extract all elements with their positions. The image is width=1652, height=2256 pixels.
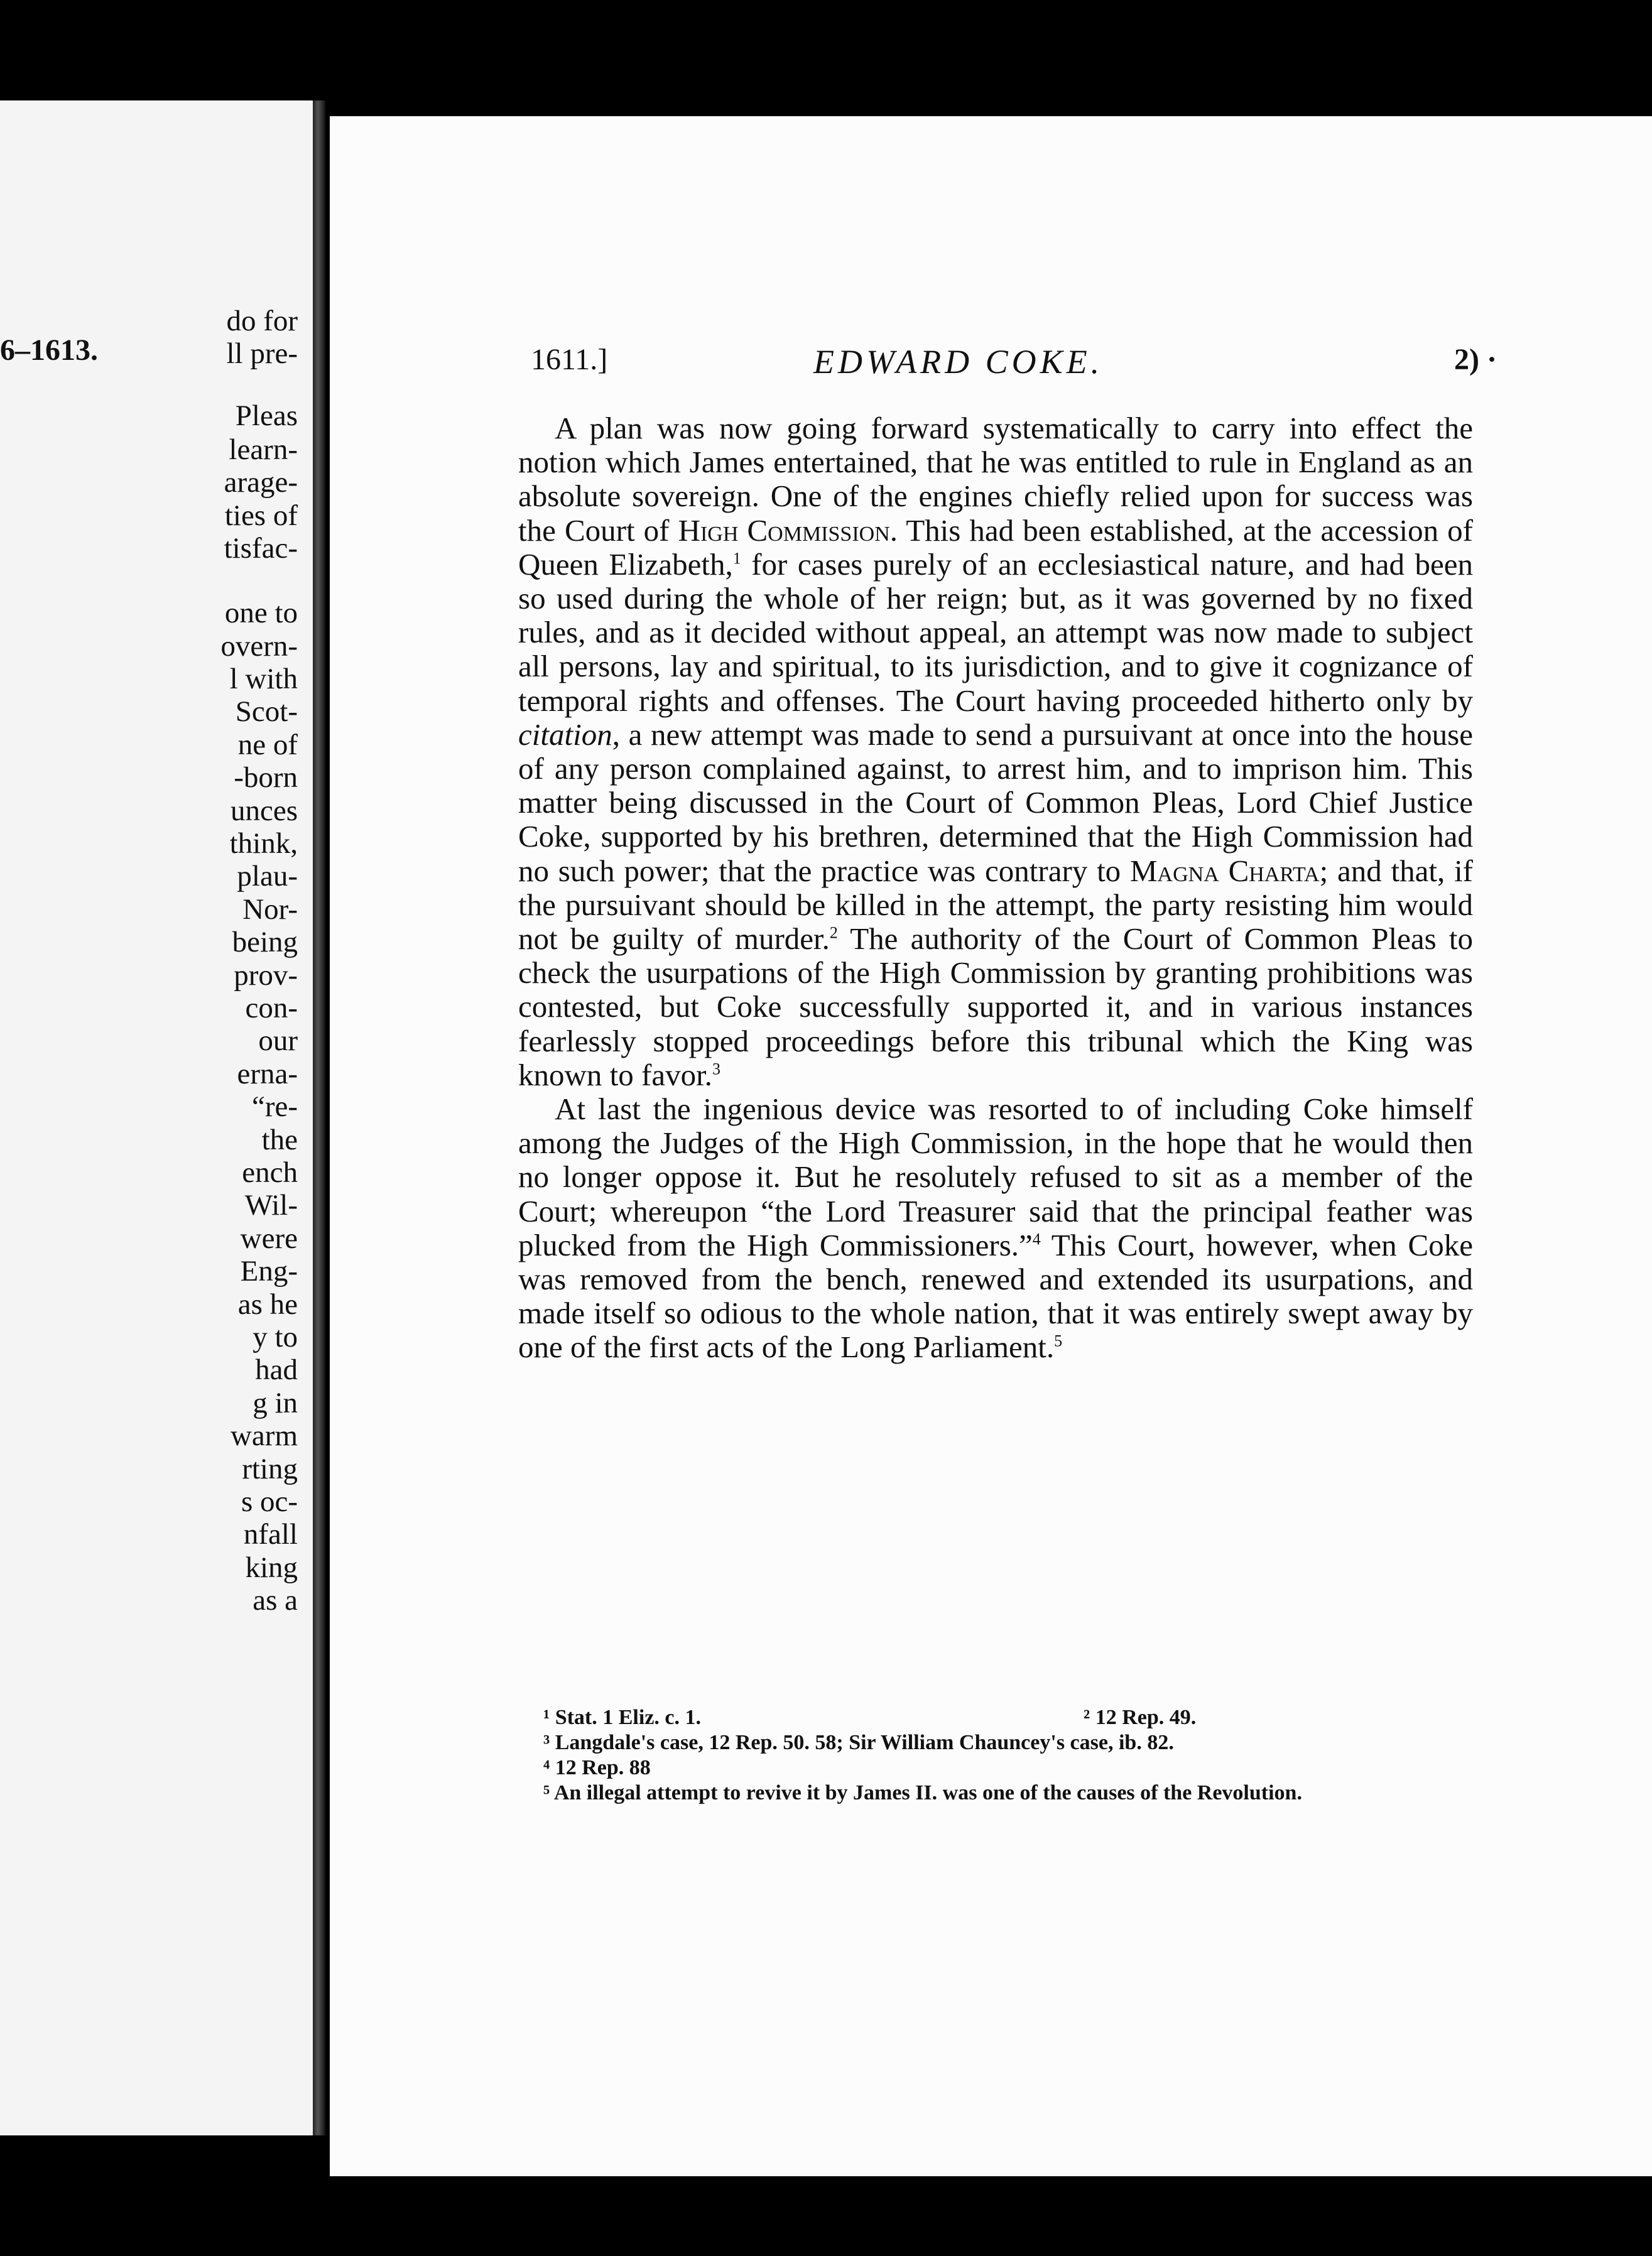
left-page-line: ench (242, 1156, 298, 1189)
footnote-ref: 1 (732, 549, 741, 568)
left-page-line: as a (253, 1584, 298, 1617)
footnote-2: ² 12 Rep. 49. (1084, 1706, 1197, 1729)
left-page-line: one to (224, 597, 298, 629)
body-text (518, 411, 1473, 1365)
text-run: , a new attempt was made to send a pursuivant at once into the house of any person complained against, to arrest him, and to imprison him. This matter being discussed in the Court of Common Pleas, Lord Chief Justice Coke, supported by his brethren, determined that the High Commission had no such power; that the practice was contrary to (518, 717, 1473, 888)
footnote-ref: 3 (712, 1060, 720, 1078)
left-page-line: ne of (237, 729, 298, 761)
paragraph (518, 1092, 1473, 1365)
left-page-line: do for (226, 305, 298, 337)
text-run: At last the ingenious device was resorted to of including Coke himself among the Judges of the High Commission, in the hope that he would then no longer oppose it. But he resolutely refused to sit as a member of the Court; whereupon “the Lord Treasurer said that the principal feather was plucked from the High Commissioners.” (518, 1092, 1473, 1262)
left-page-line: Scot- (235, 695, 298, 728)
left-page-line: ll pre- (226, 337, 298, 370)
text-run: . This had been established, at the accession of Queen Elizabeth, (518, 512, 1473, 582)
left-page-line: arage- (224, 466, 298, 499)
left-page-line: erna- (237, 1058, 298, 1090)
footnote-4: ⁴ 12 Rep. 88 (543, 1756, 651, 1779)
left-page-line: the (261, 1124, 298, 1156)
left-page-line: “re- (251, 1090, 298, 1123)
running-head-title: EDWARD COKE. (813, 343, 1104, 381)
book-gutter (313, 100, 325, 2135)
left-page-line: prov- (234, 959, 298, 992)
italic-text: citation (518, 717, 612, 752)
left-page-line: king (245, 1551, 298, 1584)
left-page-line: were (240, 1222, 298, 1255)
text-run: The authority of the Court of Common Pleas to check the usurpations of the High Commission by granting prohibitions was contested, but Coke successfully supported it, and in various instances fearlessly stopped proceedings before this tribunal which the King was known to favor. (518, 921, 1473, 1092)
left-page-line: tisfac- (224, 532, 298, 565)
paragraph (518, 411, 1473, 1092)
footnote-ref: 4 (1032, 1230, 1041, 1249)
left-page-line: our (258, 1024, 298, 1057)
left-page-line: Nor- (242, 893, 298, 926)
left-page-line: unces (230, 794, 298, 827)
left-page-line: think, (229, 827, 298, 860)
page-number: 2) · (1454, 343, 1497, 376)
left-page-line: overn- (220, 630, 298, 663)
text-run: This Court, however, when Coke was removed from the bench, renewed and extended its usurpations, and made itself so odious to the whole nation, that it was entirely swept away by one of the first acts of the Long Parliament. (518, 1227, 1473, 1365)
left-page-line: warm (230, 1419, 298, 1452)
right-page (330, 116, 1652, 2176)
left-page-line: nfall (243, 1518, 298, 1551)
footnotes (518, 1705, 1473, 1806)
left-page-line: l with (229, 663, 298, 695)
left-page-line: s oc- (241, 1485, 298, 1518)
left-page-line: g in (253, 1387, 298, 1419)
left-page-line: rting (242, 1453, 298, 1485)
footnote-1: ¹ Stat. 1 Eliz. c. 1. (543, 1706, 701, 1729)
left-page-line: plau- (237, 860, 298, 892)
left-page-line: ties of (224, 499, 298, 532)
text-run: A plan was now going forward systematically to carry into effect the notion which James entertained, that he was entitled to rule in England as an absolute sovereign. One of the engines chiefly relied upon for success was the Court of (518, 411, 1473, 548)
left-page-line: -born (234, 761, 298, 794)
left-page-line: Wil- (244, 1189, 298, 1222)
footnote-ref: 2 (829, 923, 838, 942)
left-page-line: con- (245, 992, 298, 1024)
left-page-line: Pleas (235, 399, 298, 432)
left-page-line: learn- (229, 433, 298, 466)
left-page-line: y to (253, 1321, 298, 1353)
left-page-line: Eng- (240, 1255, 298, 1288)
left-page-line: had (255, 1353, 298, 1386)
text-run: for cases purely of an ecclesiastical nature, and had been so used during the whole of her reign; but, as it was governed by no fixed rules, and as it decided without appeal, an attempt was now made to subject all persons, lay and spiritual, to its jurisdiction, and to give it cognizance of temporal rights and offenses. The Court having proceeded hitherto only by (518, 546, 1473, 718)
small-caps-text: Magna Charta (1129, 853, 1320, 888)
text-run: ; and that, if the pursuivant should be killed in the attempt, the party resisting him would not be guilty of murder. (518, 853, 1473, 957)
left-page-header: 6–1613. (0, 334, 98, 367)
footnote-ref: 5 (1054, 1332, 1063, 1351)
running-head (531, 342, 1652, 393)
left-facing-page (0, 100, 313, 2135)
running-head-date: 1611.] (531, 343, 608, 376)
small-caps-text: High Commission (678, 512, 890, 548)
footnote-5: ⁵ An illegal attempt to revive it by James II. was one of the causes of the Revolution. (543, 1781, 1302, 1804)
footnote-3: ³ Langdale's case, 12 Rep. 50. 58; Sir William Chauncey's case, ib. 82. (543, 1731, 1174, 1754)
left-page-line: as he (237, 1288, 298, 1321)
left-page-line: being (232, 926, 298, 958)
